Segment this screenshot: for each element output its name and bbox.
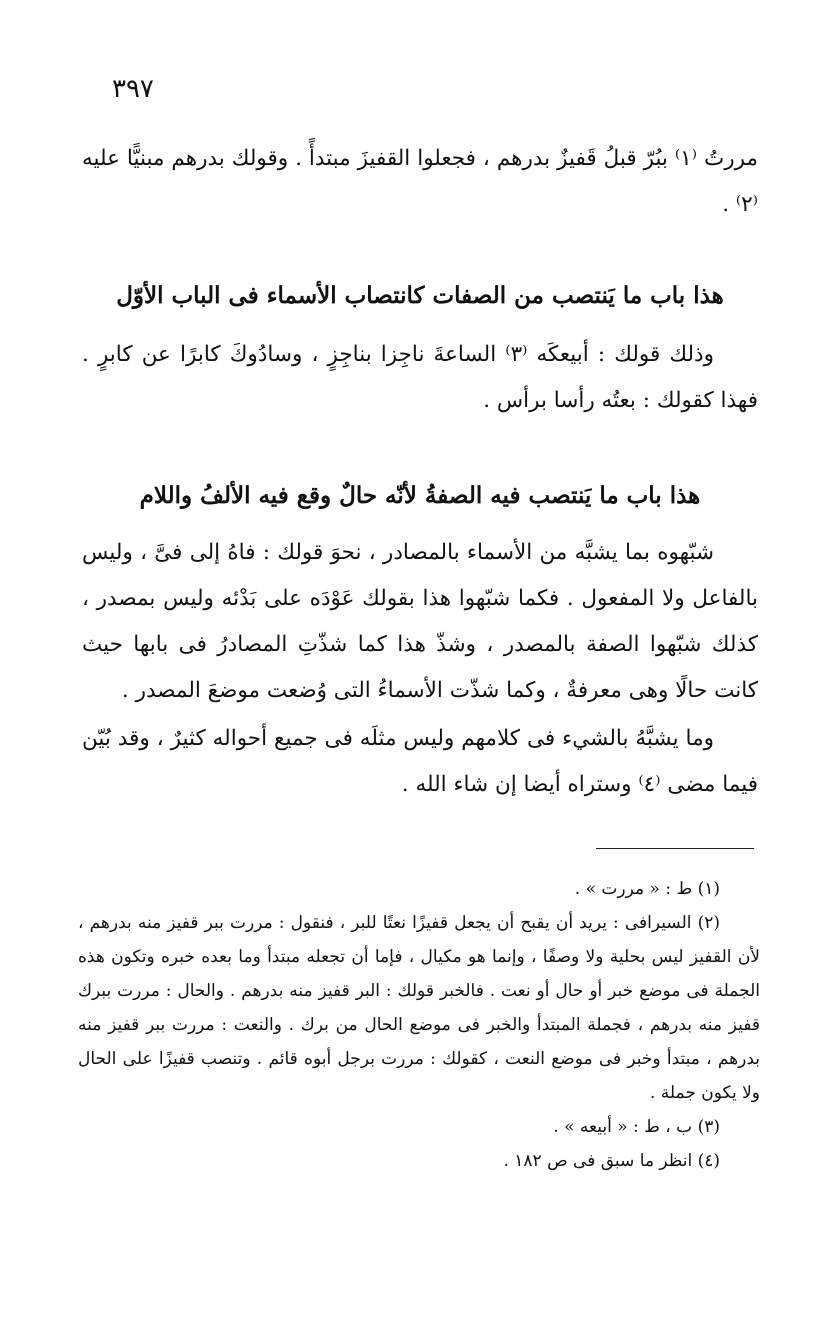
- footnote-1: (١) ط : « مررت » .: [574, 879, 720, 899]
- page-number: ٣٩٧: [112, 74, 154, 104]
- footnote-3: (٣) ب ، ط : « أبيعه » .: [553, 1117, 720, 1137]
- section-heading-2: هذا باب ما يَنتصب فيه الصفةُ لأنّه حالٌ وقع فيه الألفُ واللام: [139, 482, 701, 509]
- section-heading-1: هذا باب ما يَنتصب من الصفات كانتصاب الأسماء فى الباب الأوّل: [116, 282, 724, 309]
- paragraph-section-2-b: وما يشبَّهُ بالشيء فى كلامهم وليس مثلَه فى جميع أحواله كثيرٌ ، وقد بُيّن فيما مضى ⁽٤⁾ وستراه أيضا إن شاء الله .: [82, 726, 758, 797]
- footnotes: [78, 872, 760, 1178]
- paragraph-section-1: وذلك قولك : أبيعكَه ⁽٣⁾ الساعةَ ناجِزا بناجِزٍ ، وسادُوكَ كابرًا عن كابرٍ . فهذا كقولك : بعتُه رأسا برأس .: [82, 342, 758, 413]
- paragraph-section-2-a: شبّهوه بما يشبَّه من الأسماء بالمصادر ، نحوَ قولك : فاهُ إلى فىَّ ، وليس بالفاعل ولا المفعول . فكما شبّهوا هذا بقولك عَوْدَه على بَدْئه وليس بمصدر ، كذلك شبّهوا الصفة بالمصدر ، وشذّ هذا كما شذّتِ المصادرُ فى بابها حيث كانت حالًا وهى معرفةٌ ، وكما شذّت الأسماءُ التى وُضعت موضعَ المصدر .: [82, 540, 758, 703]
- paragraph-continuation: مررتُ ⁽١⁾ ببُرّ قبلُ قَفيزٌ بدرهم ، فجعلوا القفيزَ مبتدأً . وقولك بدرهم مبنيًّا عليه ⁽٢⁾ .: [82, 146, 758, 217]
- footnote-divider: [596, 848, 754, 849]
- footnote-2: (٢) السيرافى : يريد أن يقبح أن يجعل قفيزًا نعتًا للبر ، فنقول : مررت ببر قفيز منه بدرهم ، لأن القفيز ليس بحلية ولا وصفًا ، وإنما هو مكيال ، فإما أن تجعله مبتدأ وما بعده خبره وتكون هذه الجملة فى موضع خبر أو حال أو نعت . فالخبر قولك : البر قفيز منه بدرهم . والحال : مررت ببرك قفيز منه بدرهم ، فجملة المبتدأ والخبر فى موضع الحال من برك . والنعت : مررت ببر قفيز منه بدرهم ، مبتدأ وخبر فى موضع النعت ، كقولك : مررت برجل أبوه قائم . وتنصب قفيزًا على الحال ولا يكون جملة .: [78, 913, 760, 1103]
- footnote-4: (٤) انظر ما سبق فى ص ١٨٢ .: [503, 1151, 720, 1171]
